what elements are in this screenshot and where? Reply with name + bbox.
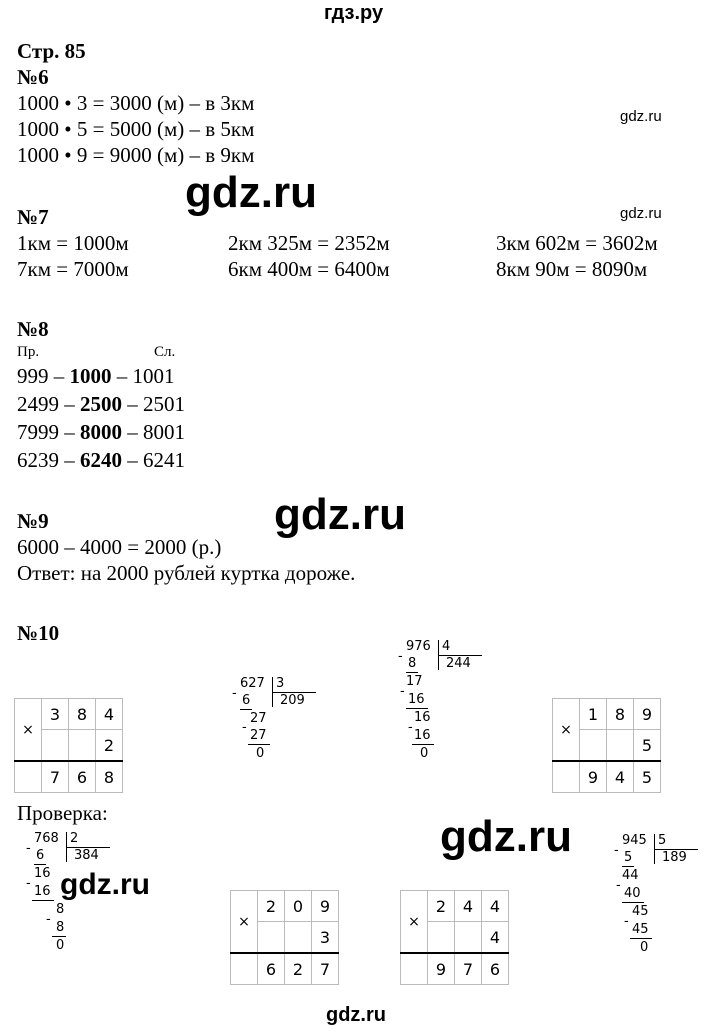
- task7-cell: 8км 90м = 8090м: [496, 257, 648, 281]
- task8-prev-label: Пр.: [17, 344, 40, 360]
- task8-row: 999 – 1000 – 1001: [17, 364, 175, 388]
- long-division: 945 5 189 - 5 44 - 40 45 - 45 0: [614, 834, 710, 994]
- task7-cell: 3км 602м = 3602м: [496, 231, 658, 255]
- page-label: Стр. 85: [17, 39, 86, 63]
- task7-cell: 1км = 1000м: [17, 231, 129, 255]
- long-division: 627 3 209 - 6 27 - 27 0: [232, 677, 322, 797]
- times-sign: ×: [553, 699, 580, 762]
- watermark-top: гдз.ру: [324, 2, 384, 24]
- multiplication-grid: × 2 0 9 3 6 2 7: [230, 890, 339, 985]
- long-division: 976 4 244 - 8 17 - 16 16 - 16 0: [398, 640, 488, 800]
- task7-cell: 7км = 7000м: [17, 257, 129, 281]
- times-sign: ×: [231, 891, 258, 954]
- watermark-big: gdz.ru: [274, 490, 406, 539]
- task8-next-label: Сл.: [154, 344, 176, 360]
- multiplication-grid: × 2 4 4 4 9 7 6: [400, 890, 509, 985]
- task7-cell: 2км 325м = 2352м: [228, 231, 390, 255]
- watermark-big: gdz.ru: [440, 812, 572, 861]
- watermark-bottom: gdz.ru: [326, 1004, 386, 1026]
- times-sign: ×: [15, 699, 42, 762]
- watermark-mid: gdz.ru: [60, 868, 150, 901]
- task6-line: 1000 • 3 = 3000 (м) – в 3км: [17, 91, 255, 115]
- multiplication-grid: × 3 8 4 2 7 6 8: [14, 698, 123, 793]
- check-label: Проверка:: [17, 801, 108, 825]
- times-sign: ×: [401, 891, 428, 954]
- watermark-big: gdz.ru: [185, 168, 317, 217]
- task10-title: №10: [17, 621, 60, 645]
- task8-row: 7999 – 8000 – 8001: [17, 420, 185, 444]
- multiplication-grid: × 1 8 9 5 9 4 5: [552, 698, 661, 793]
- task7-title: №7: [17, 205, 49, 229]
- task6-line: 1000 • 5 = 5000 (м) – в 5км: [17, 117, 255, 141]
- watermark-small: gdz.ru: [620, 108, 662, 125]
- task8-row: 2499 – 2500 – 2501: [17, 392, 185, 416]
- task9-title: №9: [17, 509, 49, 533]
- long-division: 768 2 384 - 6 16 - 16 8 - 8 0: [26, 832, 116, 992]
- task8-row: 6239 – 6240 – 6241: [17, 448, 185, 472]
- task7-cell: 6км 400м = 6400м: [228, 257, 390, 281]
- task8-title: №8: [17, 317, 49, 341]
- task9-answer: Ответ: на 2000 рублей куртка дороже.: [17, 561, 356, 585]
- task6-title: №6: [17, 65, 49, 89]
- task6-line: 1000 • 9 = 9000 (м) – в 9км: [17, 143, 255, 167]
- watermark-small: gdz.ru: [620, 205, 662, 222]
- task9-line: 6000 – 4000 = 2000 (р.): [17, 535, 222, 559]
